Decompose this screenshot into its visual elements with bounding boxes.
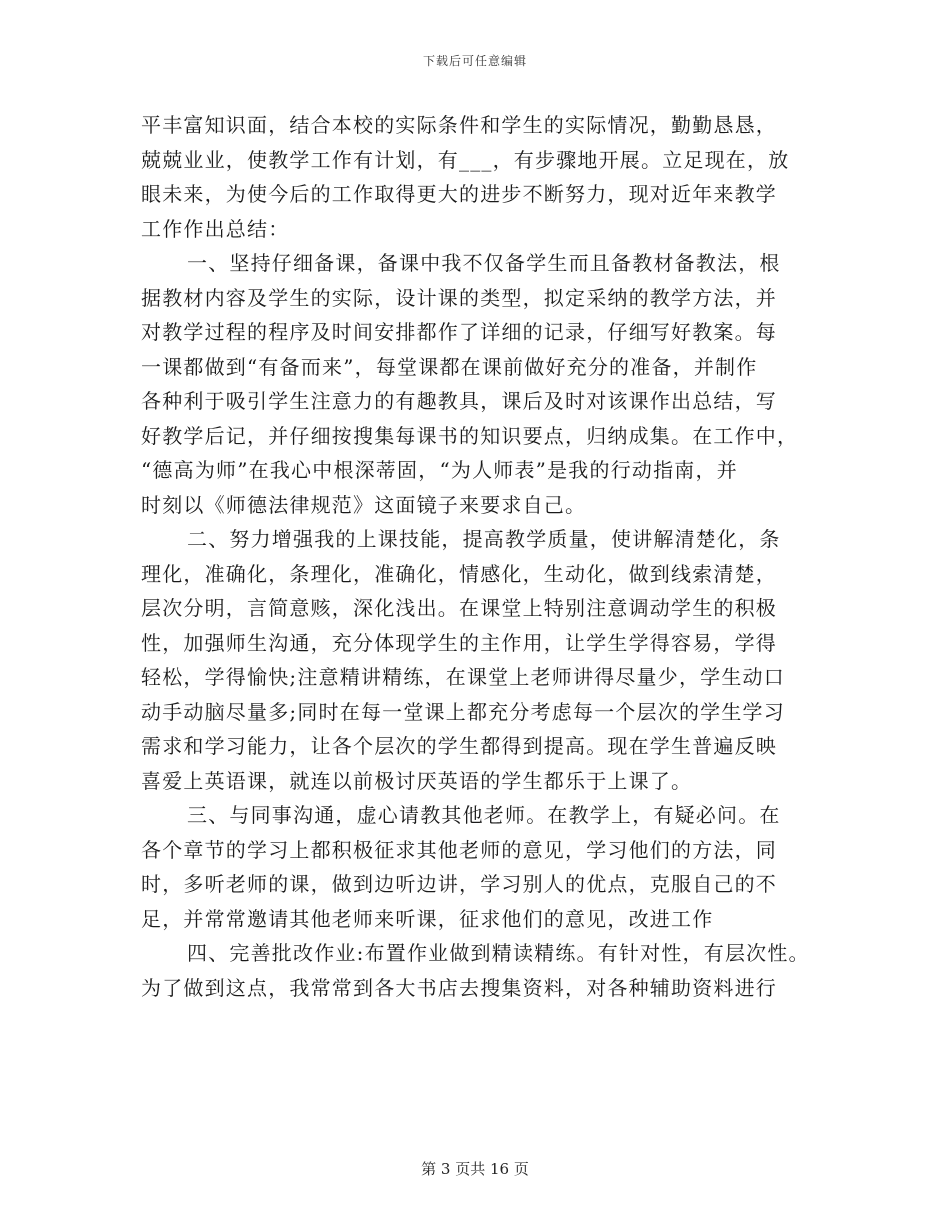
text-line: 平丰富知识面，结合本校的实际条件和学生的实际情况，勤勤恳恳， [141,113,777,137]
text-line: 性，加强师生沟通，充分体现学生的主作用，让学生学得容易，学得 [141,630,777,655]
text-line: 据教材内容及学生的实际，设计课的类型，拟定采纳的教学方法，并 [141,285,777,310]
text-line: 对教学过程的程序及时间安排都作了详细的记录，仔细写好教案。每 [141,320,777,344]
document-body [141,108,831,1005]
text-line: 时，多听老师的课，做到边听边讲，学习别人的优点，克服自己的不 [141,872,777,896]
text-line: 各种利于吸引学生注意力的有趣教具，课后及时对该课作出总结，写 [141,389,777,413]
text-line: 喜爱上英语课，就连以前极讨厌英语的学生都乐于上课了。 [141,768,693,793]
text-line: 时刻以《师德法律规范》这面镜子来要求自己。 [141,492,587,517]
paragraph-first-line: 二、努力增强我的上课技能，提高教学质量，使讲解清楚化，条 [187,527,781,551]
text-line: 眼未来，为使今后的工作取得更大的进步不断努力，现对近年来教学 [141,182,777,206]
text-line: 好教学后记，并仔细按搜集每课书的知识要点，归纳成集。在工作中， [141,423,799,448]
paragraph-first-line: 三、与同事沟通，虚心请教其他老师。在教学上，有疑必问。在 [187,803,781,827]
page-footer: 第 3 页共 16 页 [421,1160,529,1178]
text-line: 为了做到这点，我常常到各大书店去搜集资料，对各种辅助资料进行 [141,975,777,1000]
text-line: 一课都做到“有备而来”，每堂课都在课前做好充分的准备，并制作 [141,354,758,379]
text-line: “德高为师”在我心中根深蒂固，“为人师表”是我的行动指南，并 [141,458,738,482]
text-line: 各个章节的学习上都积极征求其他老师的意见，学习他们的方法，同 [141,837,777,862]
text-line: 轻松，学得愉快;注意精讲精练，在课堂上老师讲得尽量少，学生动口 [141,665,785,689]
text-line: 足，并常常邀请其他老师来听课，征求他们的意见，改进工作 [141,906,714,931]
text-line: 理化，准确化，条理化，准确化，情感化，生动化，做到线索清楚， [141,561,777,586]
paragraph-first-line: 一、坚持仔细备课，备课中我不仅备学生而且备教材备教法，根 [187,251,781,275]
text-line: 兢兢业业，使教学工作有计划，有___，有步骤地开展。立足现在，放 [141,147,790,172]
text-line: 动手动脑尽量多;同时在每一堂课上都充分考虑每一个层次的学生学习 [141,699,785,724]
text-line: 层次分明，言简意赅，深化浅出。在课堂上特别注意调动学生的积极 [141,596,777,620]
page-header: 下载后可任意编辑 [422,54,527,68]
text-line: 需求和学习能力，让各个层次的学生都得到提高。现在学生普遍反映 [141,734,777,758]
text-line: 工作作出总结： [141,216,290,241]
paragraph-first-line: 四、完善批改作业:布置作业做到精读精练。有针对性，有层次性。 [187,941,810,965]
